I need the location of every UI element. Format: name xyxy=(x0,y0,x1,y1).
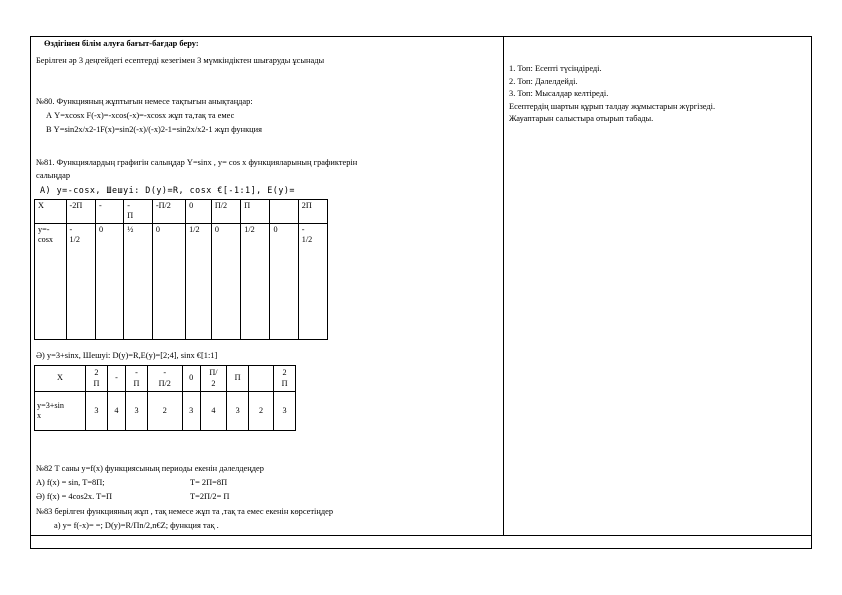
table2-header-cell: 2 П xyxy=(86,366,108,392)
problem-81-b: Ә) y=3+sinx, Шешуі: D(y)=R,E(y)=[2;4], sinx €[1:1] xyxy=(36,351,218,360)
cos-table xyxy=(34,199,328,340)
problem-82-a-left: А) f(x) = sin, T=8П; xyxy=(36,478,105,487)
table1-cell: 0 xyxy=(270,223,298,340)
table1-cell: ½ xyxy=(124,223,153,340)
table1-header-cell: -2П xyxy=(66,200,95,224)
table2-header-cell: Х xyxy=(35,366,86,392)
problem-80-title: №80. Функцияның жұптығын немесе тақтығын анықтаңдар: xyxy=(36,97,253,106)
right-line: Жауаптарын салыстыра отырып табады. xyxy=(509,114,654,123)
table2-cell: 4 xyxy=(200,392,226,431)
problem-81-a: А) y=-cosx, Шешуі: D(y)=R, cosx €[-1:1], E(y)= xyxy=(40,185,295,195)
bottom-table-row xyxy=(30,535,812,549)
table1-header-cell: - П xyxy=(124,200,153,224)
problem-80-b: В Y=sin2x/x2-1F(x)=sin2(-x)/(-x)2-1=sin2x/x2-1 жұп функция xyxy=(46,125,262,134)
table2-header-cell: - xyxy=(107,366,125,392)
table2-row-label: y=3+sin x xyxy=(35,392,86,431)
right-column xyxy=(509,64,809,125)
table2-cell: 2 xyxy=(147,392,182,431)
table1-cell: 1/2 xyxy=(186,223,212,340)
table1-cell: 0 xyxy=(211,223,240,340)
problem-82-a-right: T= 2П=8П xyxy=(190,478,228,487)
table1-cell: - 1/2 xyxy=(66,223,95,340)
table1-cell: 0 xyxy=(152,223,185,340)
problem-81-title: №81. Функциялардың графигін салыңдар Y=sinx , y= cos x функцияларының графиктерін xyxy=(36,158,358,167)
table2-header-cell xyxy=(249,366,274,392)
table2-header-cell: П xyxy=(227,366,249,392)
table1-cell: 1/2 xyxy=(241,223,270,340)
table2-cell: 2 xyxy=(249,392,274,431)
section-heading: Өздігінен білім алуға бағыт-бағдар беру: xyxy=(44,39,199,48)
problem-83-title: №83 берілген функцияның жұп , тақ немесе жұп та ,тақ та емес екенін көрсетіңдер xyxy=(36,507,334,516)
column-divider xyxy=(503,36,504,536)
problem-83-a: а) y= f(-x)= =; D(y)=R/Пn/2,n€Z; функция тақ . xyxy=(54,521,219,530)
right-line: 3. Топ: Мысалдар келтіреді. xyxy=(509,89,609,98)
table1-header-cell xyxy=(270,200,298,224)
table2-cell: 3 xyxy=(86,392,108,431)
table2-header-cell: - П/2 xyxy=(147,366,182,392)
table2-cell: 3 xyxy=(182,392,200,431)
table2-header-cell: П/ 2 xyxy=(200,366,226,392)
table1-row-label: y=- cosx xyxy=(35,223,67,340)
table2-cell: 3 xyxy=(227,392,249,431)
problem-80-a: А Y=xcosx F(-x)=-xcos(-x)=-xcosx жұп та,тақ та емес xyxy=(46,111,235,120)
table2-header-cell: 2 П xyxy=(274,366,296,392)
problem-82-b-right: T=2П/2= П xyxy=(190,492,230,501)
right-line: 1. Топ: Есепті түсіндіреді. xyxy=(509,64,602,73)
table2-header-cell: - П xyxy=(126,366,148,392)
right-line: Есептердің шартын құрып талдау жұмыстарын жүргізеді. xyxy=(509,101,716,111)
table2-cell: 3 xyxy=(274,392,296,431)
table1-header-cell: 2П xyxy=(298,200,327,224)
table2-cell: 3 xyxy=(126,392,148,431)
right-line: 2. Топ: Дәлелдейді. xyxy=(509,76,578,86)
table1-header-cell: Х xyxy=(35,200,67,224)
table1-cell: 0 xyxy=(95,223,123,340)
table1-header-cell: - xyxy=(95,200,123,224)
task-intro: Берілген әр 3 деңгейдегі есептерді кезегімен 3 мүмкіндіктен шығаруды ұсынады xyxy=(36,56,325,65)
table1-header-cell: 0 xyxy=(186,200,212,224)
problem-82-b-left: Ә) f(x) = 4cos2x. T=П xyxy=(36,492,113,501)
problem-81-title-cont: салыңдар xyxy=(36,171,71,180)
table1-header-cell: -П/2 xyxy=(152,200,185,224)
problem-82-title: №82 Т саны y=f(x) функциясының периоды екенін дәлелдеңдер xyxy=(36,464,264,473)
table2-header-cell: 0 xyxy=(182,366,200,392)
table1-header-cell: П/2 xyxy=(211,200,240,224)
sin-table xyxy=(34,365,296,431)
table1-cell: - 1/2 xyxy=(298,223,327,340)
table1-header-cell: П xyxy=(241,200,270,224)
table2-cell: 4 xyxy=(107,392,125,431)
